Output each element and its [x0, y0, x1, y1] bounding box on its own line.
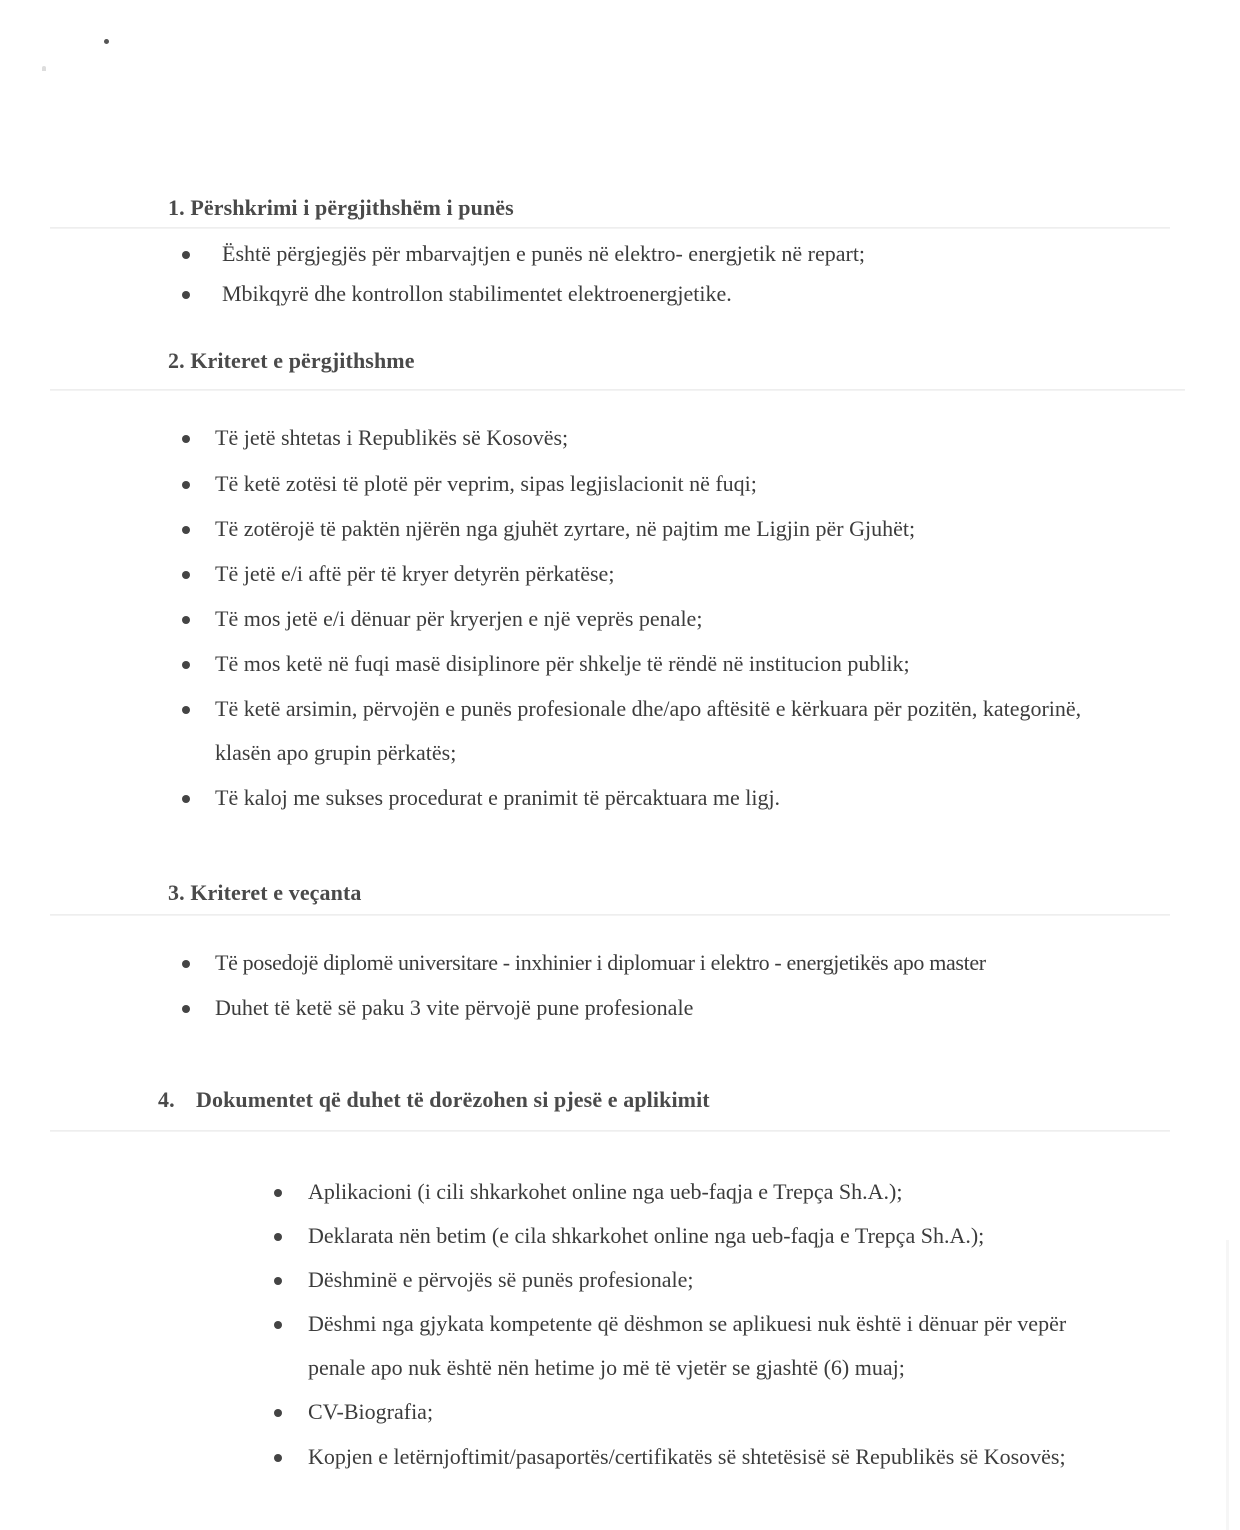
bullet-icon — [274, 1189, 282, 1197]
list-item — [215, 507, 1115, 551]
list-item-text: Të kaloj me sukses procedurat e pranimit të përcaktuara me ligj. — [215, 785, 781, 810]
bullet-icon — [274, 1409, 282, 1417]
section-title: Kriteret e përgjithshme — [190, 348, 415, 373]
bullet-icon — [274, 1277, 282, 1285]
scan-speck — [42, 66, 46, 71]
bullet-icon — [274, 1233, 282, 1241]
list-item-text: Aplikacioni (i cili shkarkohet online nga ueb-faqja e Trepça Sh.A.); — [308, 1179, 903, 1204]
section-divider — [50, 914, 1170, 916]
section-2-heading — [168, 348, 415, 374]
section-divider — [50, 1130, 1170, 1132]
list-item — [215, 597, 1115, 641]
list-item-text: Duhet të ketë së paku 3 vite përvojë pune profesionale — [215, 995, 694, 1020]
bullet-icon — [182, 291, 190, 299]
section-title: Kriteret e veçanta — [190, 880, 362, 905]
list-item — [308, 1214, 1128, 1258]
list-item — [215, 776, 1115, 820]
bullet-icon — [182, 526, 190, 534]
list-item-text: Të mos ketë në fuqi masë disiplinore për shkelje të rëndë në institucion publik; — [215, 651, 910, 676]
list-item-text: Dëshmi nga gjykata kompetente që dëshmon se aplikuesi nuk është i dënuar për vepër penale apo nuk është nën hetime jo më të vjetër se gjashtë (6) muaj; — [308, 1311, 1067, 1380]
list-item — [308, 1258, 1128, 1302]
section-1-heading — [168, 195, 514, 221]
scan-speck — [104, 39, 109, 44]
section-divider — [50, 227, 1170, 229]
list-item — [215, 416, 1115, 460]
bullet-icon — [274, 1321, 282, 1329]
list-item — [215, 642, 1115, 686]
list-item-text: Kopjen e letërnjoftimit/pasaportës/certifikatës së shtetësisë së Republikës së Kosovës; — [308, 1444, 1066, 1469]
section-number: 2. — [168, 348, 185, 373]
bullet-icon — [182, 795, 190, 803]
list-item-text: Dëshminë e përvojës së punës profesionale; — [308, 1267, 694, 1292]
bullet-icon — [182, 435, 190, 443]
list-item-text: Mbikqyrë dhe kontrollon stabilimentet elektroenergjetike. — [222, 281, 732, 306]
section-number: 4. — [158, 1087, 175, 1112]
list-item — [215, 462, 1115, 506]
bullet-icon — [182, 481, 190, 489]
list-item — [215, 941, 1175, 985]
section-title: Dokumentet që duhet të dorëzohen si pjesë e aplikimit — [196, 1087, 710, 1112]
list-item — [308, 1435, 1088, 1479]
list-item — [308, 1390, 1128, 1434]
list-item-text: Të zotërojë të paktën njërën nga gjuhët zyrtare, në pajtim me Ligjin për Gjuhët; — [215, 516, 916, 541]
bullet-icon — [182, 960, 190, 968]
list-item-text: Të jetë e/i aftë për të kryer detyrën përkatëse; — [215, 561, 615, 586]
list-item — [308, 1170, 1128, 1214]
list-item — [222, 272, 1122, 316]
bullet-icon — [182, 661, 190, 669]
section-title: Përshkrimi i përgjithshëm i punës — [190, 195, 514, 220]
bullet-icon — [274, 1454, 282, 1462]
section-number: 3. — [168, 880, 185, 905]
list-item — [215, 687, 1095, 775]
section-number: 1. — [168, 195, 185, 220]
list-item — [215, 986, 1115, 1030]
list-item — [308, 1302, 1118, 1390]
section-3-heading — [168, 880, 362, 906]
section-divider — [50, 389, 1185, 391]
list-item — [222, 232, 1122, 276]
list-item-text: Të jetë shtetas i Republikës së Kosovës; — [215, 425, 569, 450]
list-item-text: Është përgjegjës për mbarvajtjen e punës në elektro- energjetik në repart; — [222, 241, 866, 266]
list-item-text: Deklarata nën betim (e cila shkarkohet online nga ueb-faqja e Trepça Sh.A.); — [308, 1223, 985, 1248]
list-item — [215, 552, 1115, 596]
bullet-icon — [182, 251, 190, 259]
bullet-icon — [182, 1005, 190, 1013]
bullet-icon — [182, 706, 190, 714]
section-4-heading — [158, 1087, 710, 1113]
list-item-text: CV-Biografia; — [308, 1399, 434, 1424]
list-item-text: Të mos jetë e/i dënuar për kryerjen e një veprës penale; — [215, 606, 703, 631]
list-item-text: Të ketë arsimin, përvojën e punës profesionale dhe/apo aftësitë e kërkuara për pozitën, kategorinë, klasën apo grupin përkatës; — [215, 696, 1082, 765]
scan-edge-shadow — [1226, 1240, 1229, 1530]
list-item-text: Të posedojë diplomë universitare - inxhinier i diplomuar i elektro - energjetikës apo master — [215, 950, 986, 975]
list-item-text: Të ketë zotësi të plotë për veprim, sipas legjislacionit në fuqi; — [215, 471, 757, 496]
bullet-icon — [182, 571, 190, 579]
bullet-icon — [182, 616, 190, 624]
